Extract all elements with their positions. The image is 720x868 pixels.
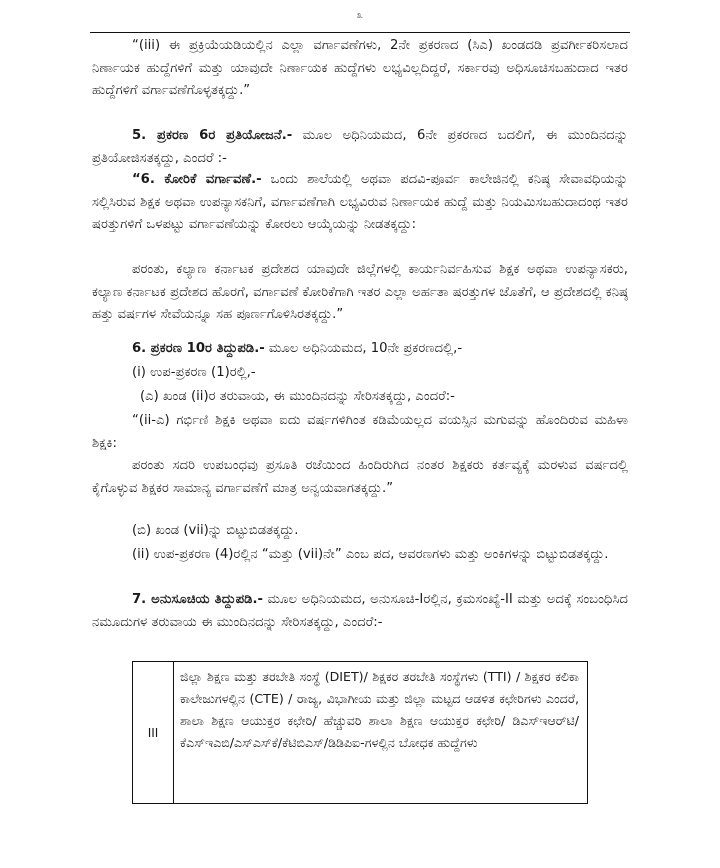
section-6-text: ಮೂಲ ಅಧಿನಿಯಮದ, 10ನೇ ಪ್ರಕರಣದಲ್ಲಿ,- [264, 341, 463, 356]
section-7-heading: 7. ಅನುಸೂಚಿಯ ತಿದ್ದುಪಡಿ.- [132, 592, 263, 607]
sub-clause-i: (i) ಉಪ-ಪ್ರಕರಣ (1)ರಲ್ಲಿ,- [132, 365, 256, 380]
section-5-text: ಮೂಲ ಅಧಿನಿಯಮದ, 6ನೇ ಪ್ರಕರಣದ ಬದಲಿಗೆ, ಈ ಮುಂದಿನದನ್ನು ಪ್ರತಿಯೋಜಿಸತಕ್ಕದ್ದು, ಎಂದರೆ :- [92, 128, 628, 166]
table-serial-cell: III [133, 662, 174, 803]
header-rule [90, 32, 630, 33]
section-7-paragraph [92, 589, 628, 634]
proviso-paragraph-1: ಪರಂತು, ಕಲ್ಯಾಣ ಕರ್ನಾಟಕ ಪ್ರದೇಶದ ಯಾವುದೇ ಜಿಲ್ಲೆಗಳಲ್ಲಿ ಕಾರ್ಯನಿರ್ವಹಿಸುವ ಶಿಕ್ಷಕ ಅಥವಾ ಉಪನ್ಯಾಸಕರು, ಕಲ್ಯಾಣ ಕರ್ನಾಟಕ ಪ್ರದೇಶದ ಹೊರಗೆ, ವರ್ಗಾವಣೆ ಕೋರಿಕೆಗಾಗಿ ಇತರ ಎಲ್ಲಾ ಅರ್ಹತಾ ಷರತ್ತುಗಳ ಜೊತೆಗೆ, ಆ ಪ್ರದೇಶದಲ್ಲಿ ಕನಿಷ್ಠ ಹತ್ತು ವರ್ಷಗಳ ಸೇವೆಯನ್ನೂ ಸಹ ಪೂರ್ಣಗೊಳಿಸಿರತಕ್ಕದ್ದು.” [92, 262, 628, 323]
section-5-heading: 5. ಪ್ರಕರಣ 6ರ ಪ್ರತಿಯೋಜನೆ.- [132, 128, 293, 143]
section-6-heading: 6. ಪ್ರಕರಣ 10ರ ತಿದ್ದುಪಡಿ.- [132, 341, 265, 356]
proviso-paragraph-2: ಪರಂತು ಸದರಿ ಉಪಬಂಧವು ಪ್ರಸೂತಿ ರಜೆಯಿಂದ ಹಿಂದಿರುಗಿದ ನಂತರ ಶಿಕ್ಷಕರು ಕರ್ತವ್ಯಕ್ಕೆ ಮರಳುವ ವರ್ಷದಲ್ಲಿ ಕೈಗೊಳ್ಳುವ ಶಿಕ್ಷಕರ ಸಾಮಾನ್ಯ ವರ್ಗಾವಣೆಗೆ ಮಾತ್ರ ಅನ್ವಯವಾಗತಕ್ಕದ್ದು.” [92, 458, 628, 496]
sub-clause-ii: (ii) ಉಪ-ಪ್ರಕರಣ (4)ರಲ್ಲಿನ “ಮತ್ತು (vii)ನೇ” ಎಂಬ ಪದ, ಆವರಣಗಳು ಮತ್ತು ಅಂಕಿಗಳನ್ನು ಬಿಟ್ಟುಬಿಡತಕ್ಕದ್ದು. [132, 547, 609, 562]
sub-clause-a: (ಎ) ಖಂಡ (ii)ರ ತರುವಾಯ, ಈ ಮುಂದಿನದನ್ನು ಸೇರಿಸತಕ್ಕದ್ದು, ಎಂದರೆ:- [140, 389, 455, 404]
clause-iii-paragraph: “(iii) ಈ ಪ್ರಕ್ರಿಯೆಯಡಿಯಲ್ಲಿನ ಎಲ್ಲಾ ವರ್ಗಾವಣೆಗಳು, 2ನೇ ಪ್ರಕರಣದ (ಸಿಎ) ಖಂಡದಡಿ ಪ್ರವರ್ಗೀಕರಿಸಲಾದ ನಿರ್ಣಾಯಕ ಹುದ್ದೆಗಳಿಗೆ ಮತ್ತು ಯಾವುದೇ ನಿರ್ಣಾಯಕ ಹುದ್ದೆಗಳು ಲಭ್ಯವಿಲ್ಲದಿದ್ದರೆ, ಸರ್ಕಾರವು ಅಧಿಸೂಚಿಸಬಹುದಾದ ಇತರ ಹುದ್ದೆಗಳಿಗೆ ವರ್ಗಾವಣೆಗೊಳ್ಳತಕ್ಕದ್ದು.” [92, 38, 628, 99]
clause-ii-a-paragraph: “(ii-ಎ) ಗರ್ಭಿಣಿ ಶಿಕ್ಷಕಿ ಅಥವಾ ಐದು ವರ್ಷಗಳಿಗಿಂತ ಕಡಿಮೆಯಲ್ಲದ ವಯಸ್ಸಿನ ಮಗುವನ್ನು ಹೊಂದಿರುವ ಮಹಿಳಾ ಶಿಕ್ಷಕಿ: [92, 413, 628, 451]
section-7-text: ಮೂಲ ಅಧಿನಿಯಮದ, ಅನುಸೂಚಿ-Iರಲ್ಲಿನ, ಕ್ರಮಸಂಖ್ಯೆ-II ಮತ್ತು ಅದಕ್ಕೆ ಸಂಬಂಧಿಸಿದ ನಮೂದುಗಳ ತರುವಾಯ ಈ ಮುಂದಿನದನ್ನು ಸೇರಿಸತಕ್ಕದ್ದು, ಎಂದರೆ:- [92, 592, 628, 630]
sub-clause-b: (ಬಿ) ಖಂಡ (vii)ನ್ನು ಬಿಟ್ಟುಬಿಡತಕ್ಕದ್ದು. [132, 523, 299, 538]
section-5-paragraph [92, 125, 628, 170]
page-number: ೩ [356, 8, 364, 21]
section-6-paragraph [92, 338, 628, 361]
request-transfer-paragraph [92, 169, 628, 237]
table-description-cell: ಜಿಲ್ಲಾ ಶಿಕ್ಷಣ ಮತ್ತು ತರಬೇತಿ ಸಂಸ್ಥೆ (DIET)/ ಶಿಕ್ಷಕರ ತರಬೇತಿ ಸಂಸ್ಥೆಗಳು (TTI) / ಶಿಕ್ಷಕರ ಕಲಿಕಾ ಕಾಲೇಜುಗಳಲ್ಲಿನ (CTE) / ರಾಜ್ಯ, ವಿಭಾಗೀಯ ಮತ್ತು ಜಿಲ್ಲಾ ಮಟ್ಟದ ಆಡಳಿತ ಕಛೇರಿಗಳು ಎಂದರೆ, ಶಾಲಾ ಶಿಕ್ಷಣ ಆಯುಕ್ತರ ಕಛೇರಿ/ ಹೆಚ್ಚುವರಿ ಶಾಲಾ ಶಿಕ್ಷಣ ಆಯುಕ್ತರ ಕಛೇರಿ/ ಡಿಎಸ್‌ಇಆರ್‌ಟಿ/ ಕೆಎಸ್‌ಇಎಬಿ/ಎಸ್‌ಎಸ್‌ಕೆ/ಕೆಟಿಬಿಎಸ್/ಡಿಡಿಪಿಐ-ಗಳಲ್ಲಿನ ಬೋಧಕ ಹುದ್ದೆಗಳು [180, 669, 579, 750]
schedule-table [132, 661, 588, 804]
request-transfer-heading: “6. ಕೋರಿಕೆ ವರ್ಗಾವಣೆ.- [132, 172, 262, 187]
request-transfer-text: ಒಂದು ಶಾಲೆಯಲ್ಲಿ ಅಥವಾ ಪದವಿ-ಪೂರ್ವ ಕಾಲೇಜಿನಲ್ಲಿ ಕನಿಷ್ಠ ಸೇವಾವಧಿಯನ್ನು ಸಲ್ಲಿಸಿರುವ ಶಿಕ್ಷಕ ಅಥವಾ ಉಪನ್ಯಾಸಕನಿಗೆ, ವರ್ಗಾವಣೆಗಾಗಿ ಲಭ್ಯವಿರುವ ನಿರ್ಣಾಯಕ ಹುದ್ದೆ ಮತ್ತು ನಿಯಮಿಸಬಹುದಾದಂಥ ಇತರ ಷರತ್ತುಗಳಿಗೆ ಒಳಪಟ್ಟು ವರ್ಗಾವಣೆಯನ್ನು ಕೋರಲು ಆಯ್ಕೆಯನ್ನು ನೀಡತಕ್ಕದ್ದು: [92, 172, 628, 233]
